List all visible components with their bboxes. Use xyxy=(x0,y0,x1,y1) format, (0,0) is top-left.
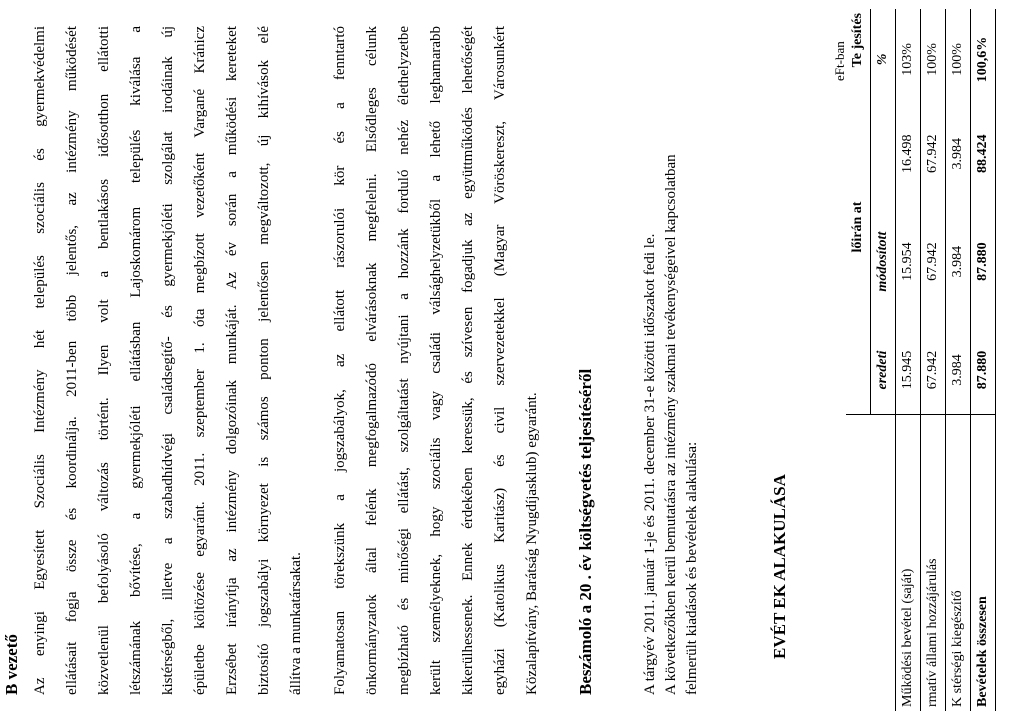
row-value: 16.498 xyxy=(900,134,915,173)
text-line: Folyamatosan törekszünk a jogszabályok, az ellátott rászorulói kör és a fenntartó xyxy=(332,26,348,695)
section-title: Beszámoló a 20 . év költségvetés teljesítéséről xyxy=(576,368,595,695)
unit-label: eFt-ban xyxy=(832,41,847,81)
text-line: állítva a munkatársakat. xyxy=(288,552,304,695)
text-line: megbízható és minőségi ellátást, szolgáltatást nyújtani a hozzánk forduló nehéz élethelyzetbe xyxy=(396,26,412,695)
col-header-modositott: módosított xyxy=(875,231,890,292)
table-row xyxy=(896,9,921,711)
row-value: 67.942 xyxy=(925,134,940,173)
text-line: Közalapítvány, Barátság Nyugdíjasklub) egyaránt. xyxy=(524,392,540,695)
row-value: 15.954 xyxy=(900,242,915,281)
text-line: felmerült kiadások és bevételek alakulása: xyxy=(684,441,700,695)
text-line: A tárgyév 2011. január 1-je és 2011. december 31-e közötti időszakot fedi le. xyxy=(642,233,658,695)
table-column-header-row xyxy=(871,9,896,711)
text-line: létszámának bővítése, a gyermekjóléti ellátásban Lajoskomárom település kiválása a xyxy=(128,26,144,695)
row-value: 103% xyxy=(900,43,915,76)
row-value: 87.880 xyxy=(975,242,990,281)
table-corner-cell xyxy=(846,415,871,711)
row-value: 67.942 xyxy=(925,242,940,281)
text-line: Az enyingi Egyesített Szociális Intézmény hét település szociális és gyermekvédelmi xyxy=(32,26,48,695)
header-title: B vezető xyxy=(2,634,21,695)
col-header-teljesites xyxy=(871,110,896,198)
row-value: 3.984 xyxy=(950,138,965,170)
text-line: A következőkben kerül bemutatásra az intézmény szakmai tevékenységeivel kapcsolatban xyxy=(663,154,679,695)
row-value: 88.424 xyxy=(975,134,990,173)
revenue-table xyxy=(846,9,996,711)
text-line: épületbe költözése egyaránt. 2011. szeptember 1. óta megbízott vezetőként Varga​né Kránicz xyxy=(192,26,208,695)
row-value: 67.942 xyxy=(925,350,940,390)
row-value: 100% xyxy=(950,43,965,76)
table-body xyxy=(896,9,996,711)
text-line: biztosító jogszabályi környezet is számos ponton jelentősen megváltozott, új kihívások elé xyxy=(256,26,272,695)
col-header-eredeti: eredeti xyxy=(875,350,890,390)
row-value: 3.984 xyxy=(950,245,965,278)
revenue-subheading: EVÉT EK ALAKULÁSA xyxy=(770,474,789,659)
text-line: kikerülhessenek. Ennek érdekében keressük, és szívesen fogadjuk az együttműködés lehetőségét xyxy=(460,26,476,695)
text-line: kistérségből, illetve a szabadhídvégi családsegítő- és gyermekjóléti szolgálat irodáinak új xyxy=(160,26,176,695)
row-value: 3.984 xyxy=(950,354,965,386)
table-row xyxy=(971,9,996,711)
col-header-percent: % xyxy=(875,53,890,66)
teljesites-header: Te jesítés xyxy=(846,9,871,198)
row-label: rmatív állami hozzájárulás xyxy=(921,415,946,711)
row-value: 15.945 xyxy=(900,350,915,390)
eloiranyzat-header: lőirán at xyxy=(846,198,871,415)
text-line: egyházi (Katolikus Karitász) és civil szervezetekkel (Magyar Vöröskereszt, Városunkért xyxy=(492,26,508,695)
table-group-header-row xyxy=(846,9,871,711)
row-label: Működési bevétel (saját) xyxy=(896,415,921,711)
row-value: 100% xyxy=(925,43,940,76)
row-value: 87.880 xyxy=(975,350,990,390)
table-row xyxy=(921,9,946,711)
text-line: önkormányzatok által felénk megfogalmazódó elvárásoknak megfelelni. Elsődleges célunk xyxy=(364,26,380,695)
row-value: 100,6% xyxy=(975,36,990,83)
row-label: K stérségi kiegészítő xyxy=(946,415,971,711)
text-line: ellátásait fogja össze és koordinálja. 2011-ben több jelentős, az intézmény működését xyxy=(64,26,80,695)
text-line: közvetlenül befolyásoló változás történt. Ilyen volt a bentlakásos idősotthon ellátotti xyxy=(96,26,112,695)
row-label: Bevételek összesen xyxy=(971,415,996,711)
text-line: került személyeknek, hogy szociális vagy családi válsághelyzetükből a lehető leghamarabb xyxy=(428,26,444,695)
table-row xyxy=(946,9,971,711)
text-line: Erzsébet irányítja az intézmény dolgozóinak munkáját. Az év során a működési kereteket xyxy=(224,26,240,695)
